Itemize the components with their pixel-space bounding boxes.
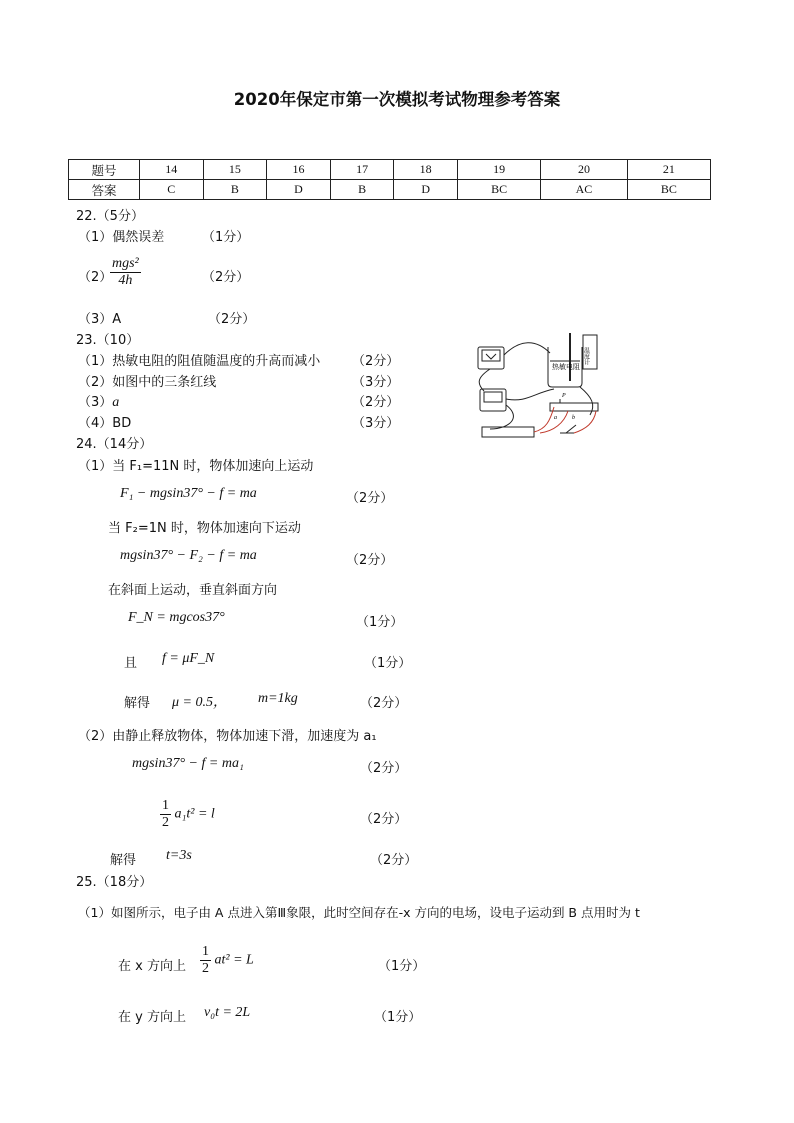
red-wire-3 [574, 411, 596, 433]
q24-eq8-prefix: 解得 [110, 853, 137, 868]
table-cell: BC [457, 180, 540, 200]
table-cell: D [394, 180, 458, 200]
q24-eq6: mgsin37° − f = ma₁ [132, 756, 244, 771]
q24-eq7 [160, 798, 215, 831]
q23-p3-value: a [112, 395, 120, 410]
q24-s4: （2）由静止释放物体，物体加速下滑，加速度为 a₁ [78, 729, 377, 744]
table-cell: D [267, 180, 331, 200]
q24-eq7-rest: a₁t² = l [174, 806, 215, 822]
battery-box [482, 427, 534, 437]
q24-eq5b: m=1kg [258, 691, 298, 706]
rheostat [550, 403, 598, 411]
wire-2 [479, 369, 490, 391]
fraction-denominator: 4h [118, 273, 133, 288]
q23-p3-points: （2分） [352, 395, 400, 410]
q24-eq8: t=3s [166, 848, 192, 863]
q22-p1-points: （1分） [202, 230, 250, 245]
label-thermistor: 热敏电阻 [552, 363, 580, 371]
q24-header: 24.（14分） [76, 437, 153, 452]
q25-eq2-points: （1分） [374, 1010, 422, 1025]
q24-s2: 当 F₂=1N 时，物体加速向下运动 [108, 521, 301, 536]
q22-p1: （1）偶然误差 [78, 230, 165, 245]
wire-1 [504, 343, 550, 355]
switch [560, 425, 576, 433]
q23-p1-points: （2分） [352, 354, 400, 369]
q24-eq4-points: （1分） [364, 656, 412, 671]
label-thermometer: 温度计 [582, 347, 590, 365]
table-cell: 15 [203, 160, 267, 180]
q25-eq2-prefix: 在 y 方向上 [118, 1010, 186, 1025]
table-cell: AC [541, 180, 627, 200]
meter-top-needle [486, 354, 496, 359]
table-cell: 18 [394, 160, 458, 180]
q23-p4: （4）BD [78, 416, 132, 431]
q23-p3-label: （3） [78, 395, 113, 410]
q22-p3-points: （2分） [208, 312, 256, 327]
q24-eq3-points: （1分） [356, 615, 404, 630]
wire-3 [506, 389, 554, 400]
q23-p2-points: （3分） [352, 375, 400, 390]
label-a: a [554, 415, 557, 421]
q23-p1: （1）热敏电阻的阻值随温度的升高而减小 [78, 354, 321, 369]
answer-table [68, 159, 711, 200]
q24-eq1-points: （2分） [346, 491, 394, 506]
q25-eq1 [200, 944, 254, 977]
wire-4 [490, 405, 513, 429]
q24-s1: （1）当 F₁=11N 时，物体加速向上运动 [78, 459, 314, 474]
fraction-denominator: 2 [202, 961, 209, 976]
table-header-num: 题号 [69, 160, 140, 180]
q25-eq2: v₀t = 2L [204, 1005, 251, 1020]
circuit-figure [470, 333, 610, 443]
table-cell: 19 [457, 160, 540, 180]
q24-eq2: mgsin37° − F₂ − f = ma [120, 548, 257, 563]
label-p: P [562, 393, 566, 399]
table-cell: 16 [267, 160, 331, 180]
q23-p4-points: （3分） [352, 416, 400, 431]
q23-p2: （2）如图中的三条红线 [78, 375, 217, 390]
label-b: b [572, 415, 575, 421]
table-cell: C [140, 180, 204, 200]
q22-p2-points: （2分） [202, 270, 250, 285]
table-row [69, 180, 711, 200]
q24-eq4-prefix: 且 [124, 656, 138, 671]
q24-eq2-points: （2分） [346, 553, 394, 568]
q24-eq8-points: （2分） [370, 853, 418, 868]
q25-header: 25.（18分） [76, 875, 153, 890]
q25-eq1-prefix: 在 x 方向上 [118, 959, 186, 974]
q24-eq5-prefix: 解得 [124, 696, 151, 711]
q24-eq5-points: （2分） [360, 696, 408, 711]
q22-header: 22.（5分） [76, 209, 144, 224]
page-title: 2020年保定市第一次模拟考试物理参考答案 [233, 90, 561, 109]
q22-p3: （3）A [78, 312, 122, 327]
q25-eq1-points: （1分） [378, 959, 426, 974]
q24-eq1: F₁ − mgsin37° − f = ma [120, 486, 257, 501]
table-cell: B [330, 180, 394, 200]
table-cell: 20 [541, 160, 627, 180]
q25-s1: （1）如图所示，电子由 A 点进入第Ⅲ象限，此时空间存在-x 方向的电场，设电子运动到 B 点用时为 t [78, 905, 640, 920]
fraction-numerator: 1 [202, 944, 209, 959]
q24-s3: 在斜面上运动，垂直斜面方向 [108, 583, 278, 598]
table-cell: 17 [330, 160, 394, 180]
fraction-numerator: mgs² [112, 256, 139, 271]
q23-header: 23.（10） [76, 333, 140, 348]
q22-p2-formula [110, 256, 141, 289]
q24-eq6-points: （2分） [360, 761, 408, 776]
fraction-denominator: 2 [162, 815, 169, 830]
table-cell: 14 [140, 160, 204, 180]
table-header-ans: 答案 [69, 180, 140, 200]
q24-eq5: μ = 0.5， [172, 695, 227, 710]
q24-eq3: F_N = mgcos37° [128, 610, 225, 625]
q23-p3 [78, 391, 119, 411]
fraction-numerator: 1 [162, 798, 169, 813]
q24-eq7-points: （2分） [360, 812, 408, 827]
table-cell: 21 [627, 160, 710, 180]
table-cell: BC [627, 180, 710, 200]
q24-eq4: f = μF_N [162, 651, 215, 666]
table-row [69, 160, 711, 180]
meter-bottom-face [484, 392, 502, 402]
q22-p2-label: （2） [78, 270, 113, 285]
q25-eq1-rest: at² = L [214, 952, 254, 968]
table-cell: B [203, 180, 267, 200]
